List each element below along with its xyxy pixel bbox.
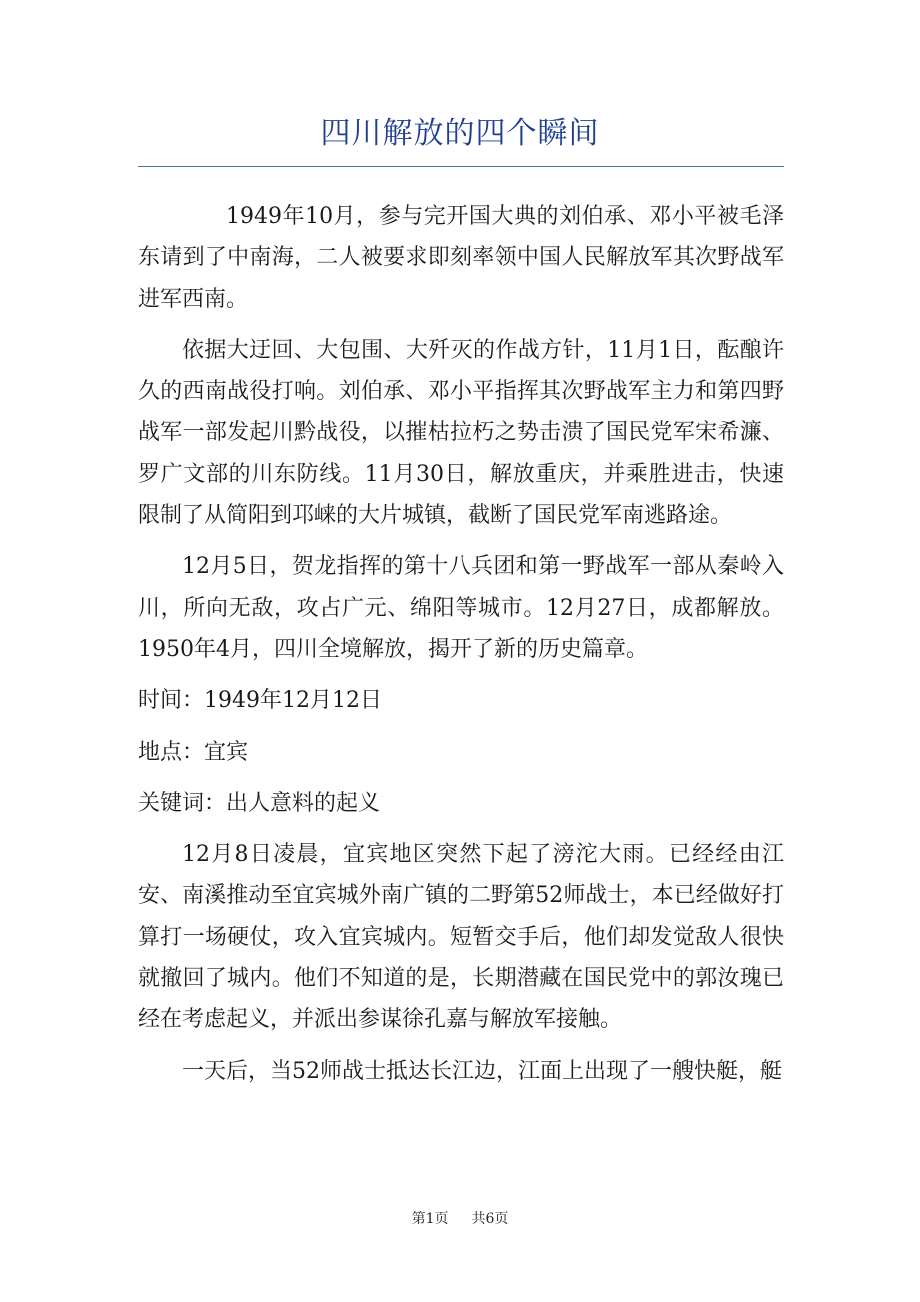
paragraph-5: 一天后，当52师战士抵达长江边，江面上出现了一艘快艇，艇 (182, 1058, 782, 1084)
meta-time: 时间：1949年12月12日 (138, 688, 382, 714)
meta-place: 地点：宜宾 (138, 739, 249, 765)
meta-keywords: 关键词：出人意料的起义 (138, 790, 381, 816)
document-title: 四川解放的四个瞬间 (320, 116, 600, 151)
page-total: 共6页 (471, 1211, 509, 1227)
paragraph-1: 1949年10月，参与完开国大典的刘伯承、邓小平被毛泽东请到了中南海，二人被要求即刻率领中国人民解放军其次野战军进军西南。 (138, 204, 784, 312)
paragraph-2: 依据大迂回、大包围、大歼灭的作战方针，11月1日，酝酿许久的西南战役打响。刘伯承、邓小平指挥其次野战军主力和第四野战军一部发起川黔战役，以摧枯拉朽之势击溃了国民党军宋希濂、罗广文部的川东防线。11月30日，解放重庆，并乘胜进击，快速限制了从简阳到邛崃的大片城镇，截断了国民党军南逃路途。 (138, 337, 784, 529)
paragraph-3: 12月5日，贺龙指挥的第十八兵团和第一野战军一部从秦岭入川，所向无敌，攻占广元、绵阳等城市。12月27日，成都解放。1950年4月，四川全境解放，揭开了新的历史篇章。 (138, 554, 784, 662)
document-body (138, 196, 784, 1102)
title-divider (138, 166, 784, 167)
page-footer (0, 1210, 920, 1228)
page-number: 第1页 (411, 1211, 449, 1227)
paragraph-4: 12月8日凌晨，宜宾地区突然下起了滂沱大雨。已经经由江安、南溪推动至宜宾城外南广镇的二野第52师战士，本已经做好打算打一场硬仗，攻入宜宾城内。短暂交手后，他们却发觉敌人很快就撤回了城内。他们不知道的是，长期潜藏在国民党中的郭汝瑰已经在考虑起义，并派出参谋徐孔嘉与解放军接触。 (138, 842, 784, 1033)
